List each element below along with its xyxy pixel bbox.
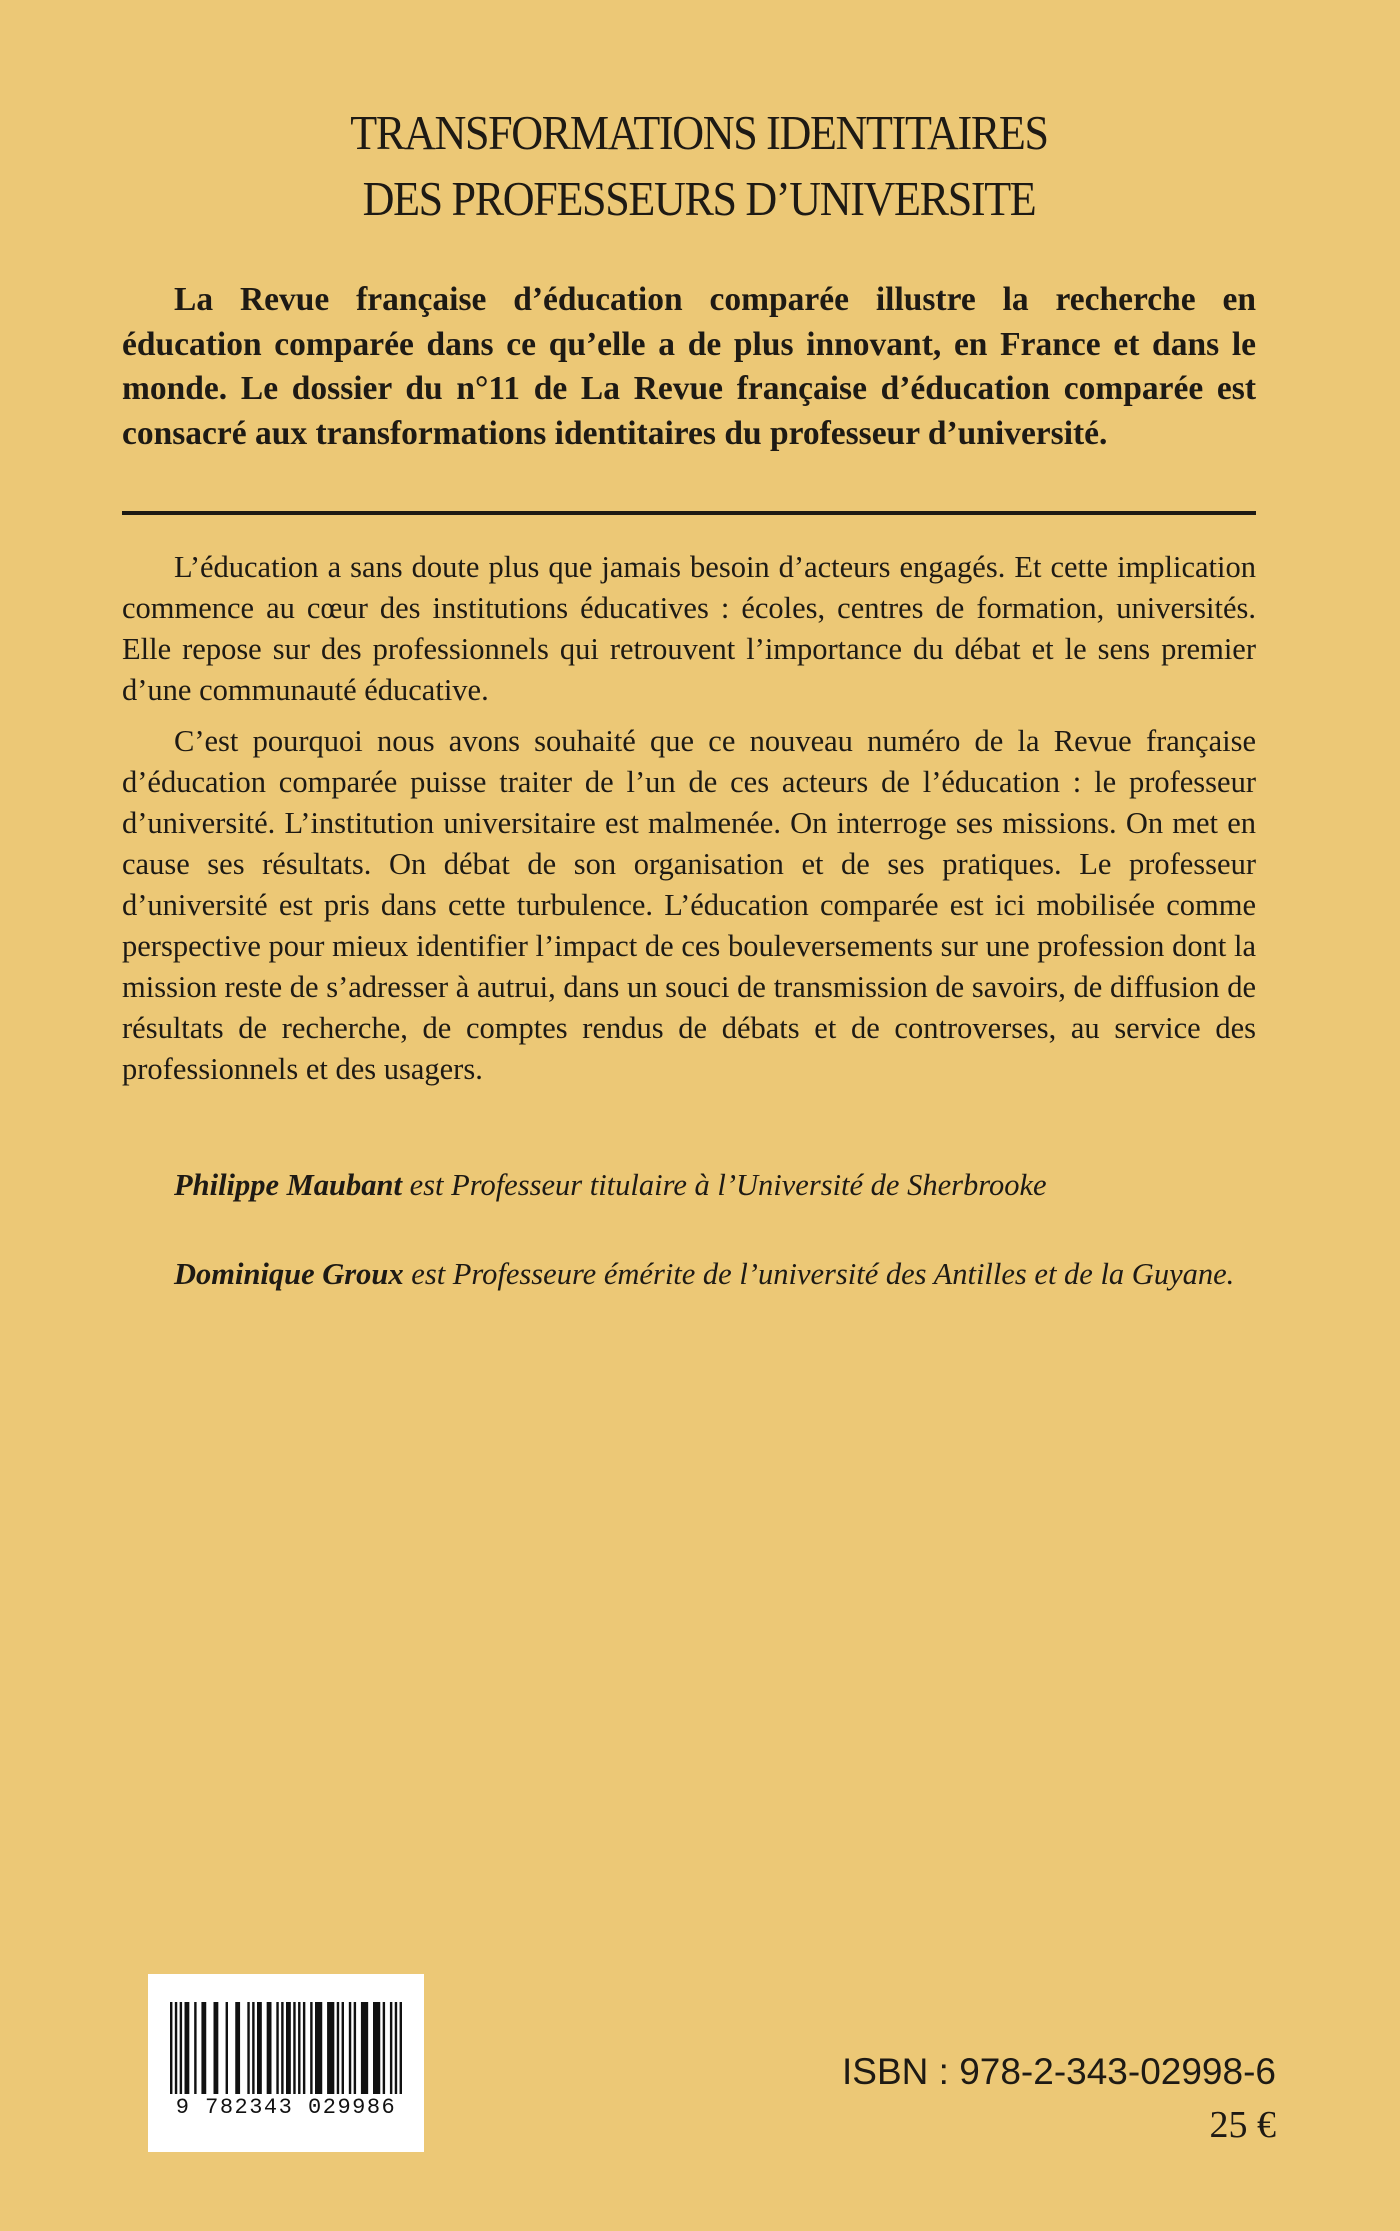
barcode-bar [194, 2002, 196, 2094]
barcode-bar [175, 2002, 177, 2094]
barcode-bar [214, 2002, 219, 2094]
barcode-bar [349, 2002, 351, 2094]
barcode-bar [354, 2002, 356, 2094]
body-paragraph-2: C’est pourquoi nous avons souhaité que ce nouveau numéro de la Revue française d’éducation comparée puisse traiter de l’un de ces acteurs de l’éducation : le professeur d’université. L’institution universitaire est malmenée. On interroge ses missions. On met en cause ses résultats. On débat de son organisation et de ses pratiques. Le professeur d’université est pris dans cette turbulence. L’éducation comparée est ici mobilisée comme perspective pour mieux identifier l’impact de ces bouleversements sur une profession dont la mission reste de s’adresser à autrui, dans un souci de transmission de savoirs, de diffusion de résultats de recherche, de comptes rendus de débats et de controverses, au service des professionnels et des usagers. [122, 724, 1256, 1086]
barcode-bar [383, 2002, 385, 2094]
price: 25 € [1209, 2104, 1276, 2146]
barcode-bar [390, 2002, 392, 2094]
barcode-bar [201, 2002, 206, 2094]
author-1-role: est Professeur titulaire à l’Université de Sherbrooke [401, 1168, 1047, 1202]
author-1 [174, 1165, 1274, 1206]
barcode-bar [281, 2002, 283, 2094]
barcode-bar [342, 2002, 344, 2094]
body-paragraph-1: L’éducation a sans doute plus que jamais besoin d’acteurs engagés. Et cette implication commence au cœur des institutions éducatives : écoles, centres de formation, universités. Elle repose sur des professionnels qui retrouvent l’importance du débat et le sens premier d’une communauté éducative. [122, 550, 1256, 707]
lead-paragraph: La Revue française d’éducation comparée illustre la recherche en éducation comparée dans ce qu’elle a de plus innovant, en France et dans le monde. Le dossier du n°11 de La Revue française d’éducation comparée est consacré aux transformations identitaires du professeur d’université. [122, 281, 1256, 452]
barcode-bar [257, 2002, 262, 2094]
barcode-bar [315, 2002, 322, 2094]
barcode [148, 1974, 424, 2152]
barcode-bars [170, 2002, 402, 2094]
barcode-bar [252, 2002, 254, 2094]
barcode-bar [337, 2002, 339, 2094]
body-text [122, 547, 1256, 1100]
barcode-number: 9 782343 029986 [175, 2095, 397, 2120]
barcode-bar [226, 2002, 228, 2094]
barcode-bar [361, 2002, 368, 2094]
barcode-bar [303, 2002, 305, 2094]
divider-rule [122, 511, 1256, 515]
isbn: ISBN : 978-2-343-02998-6 [842, 2051, 1276, 2092]
book-title [69, 100, 1329, 232]
author-1-name: Philippe Maubant [174, 1168, 402, 1202]
barcode-bar [235, 2002, 240, 2094]
author-2-role: est Professeure émérite de l’université des Antilles et de la Guyane. [403, 1257, 1235, 1291]
title-line-1: TRANSFORMATIONS IDENTITAIRES [350, 105, 1048, 160]
barcode-bar [298, 2002, 300, 2094]
barcode-bar [327, 2002, 334, 2094]
barcode-bar [400, 2002, 402, 2094]
barcode-bar [170, 2002, 172, 2094]
barcode-bar [395, 2002, 397, 2094]
barcode-bar [310, 2002, 312, 2094]
barcode-bar [185, 2002, 190, 2094]
barcode-bar [180, 2002, 182, 2094]
author-2 [174, 1254, 1274, 1295]
barcode-bar [373, 2002, 380, 2094]
barcode-bar [247, 2002, 249, 2094]
barcode-bar [286, 2002, 291, 2094]
barcode-bar [293, 2002, 295, 2094]
title-line-2: DES PROFESSEURS D’UNIVERSITE [362, 171, 1036, 226]
barcode-bar [267, 2002, 272, 2094]
author-2-name: Dominique Groux [174, 1257, 404, 1291]
barcode-bar [276, 2002, 278, 2094]
